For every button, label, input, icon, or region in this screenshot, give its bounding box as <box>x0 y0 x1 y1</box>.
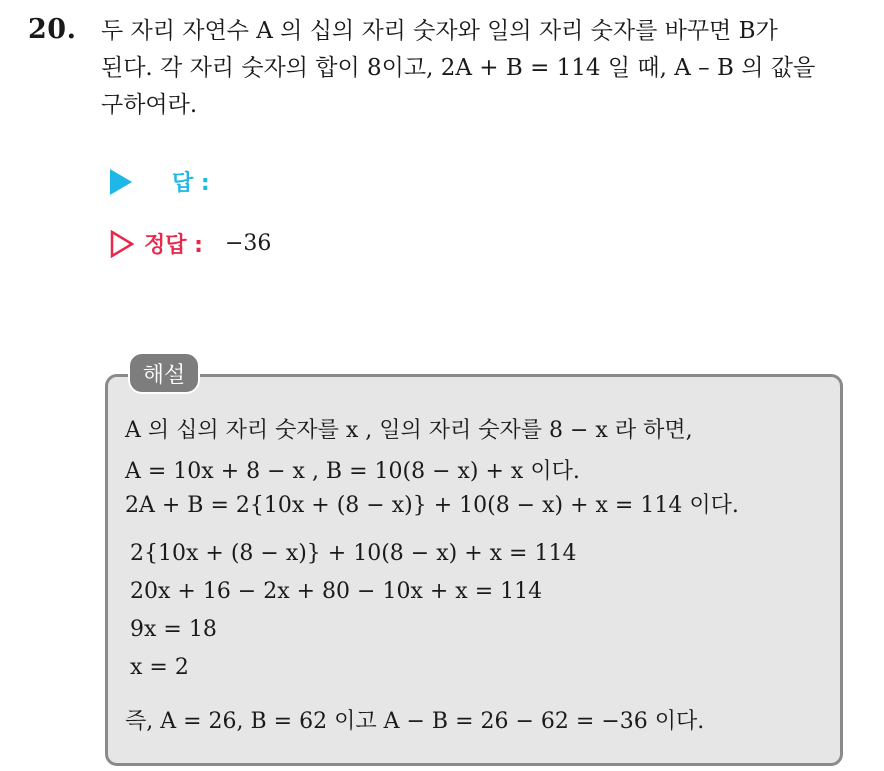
solution-tab: 해설 <box>128 352 200 394</box>
solution-line-2: A = 10x + 8 − x , B = 10(8 − x) + x 이다. <box>125 459 580 484</box>
solution-line-4: 2{10x + (8 − x)} + 10(8 − x) + x = 114 <box>130 541 577 566</box>
solution-line-3: 2A + B = 2{10x + (8 − x)} + 10(8 − x) + x = 114 이다. <box>125 493 739 518</box>
solution-line-6: 9x = 18 <box>130 617 217 642</box>
solution-line-7: x = 2 <box>130 655 189 680</box>
question-text <box>101 13 871 124</box>
solution-line-5: 20x + 16 − 2x + 80 − 10x + x = 114 <box>130 579 543 604</box>
solution-line-8: 즉, A = 26, B = 62 이고 A − B = 26 − 62 = −36 이다. <box>125 709 705 734</box>
question-line-2: 된다. 각 자리 숫자의 합이 8이고, 2A + B = 114 일 때, A – B 의 값을 <box>101 55 816 81</box>
answer-row <box>110 166 210 197</box>
outline-triangle-icon <box>110 230 134 258</box>
correct-answer-row <box>110 228 271 259</box>
correct-answer-value: −36 <box>224 231 272 256</box>
question-number: 20. <box>28 14 77 45</box>
solution-line-1: A 의 십의 자리 숫자를 x , 일의 자리 숫자를 8 − x 라 하면, <box>125 418 693 443</box>
answer-label: 답 : <box>172 171 210 196</box>
question-line-3: 구하여라. <box>101 92 198 118</box>
question-line-1: 두 자리 자연수 A 의 십의 자리 숫자와 일의 자리 숫자를 바꾸면 B가 <box>101 18 778 44</box>
correct-answer-label: 정답 : <box>144 233 203 258</box>
filled-triangle-icon <box>110 169 132 195</box>
